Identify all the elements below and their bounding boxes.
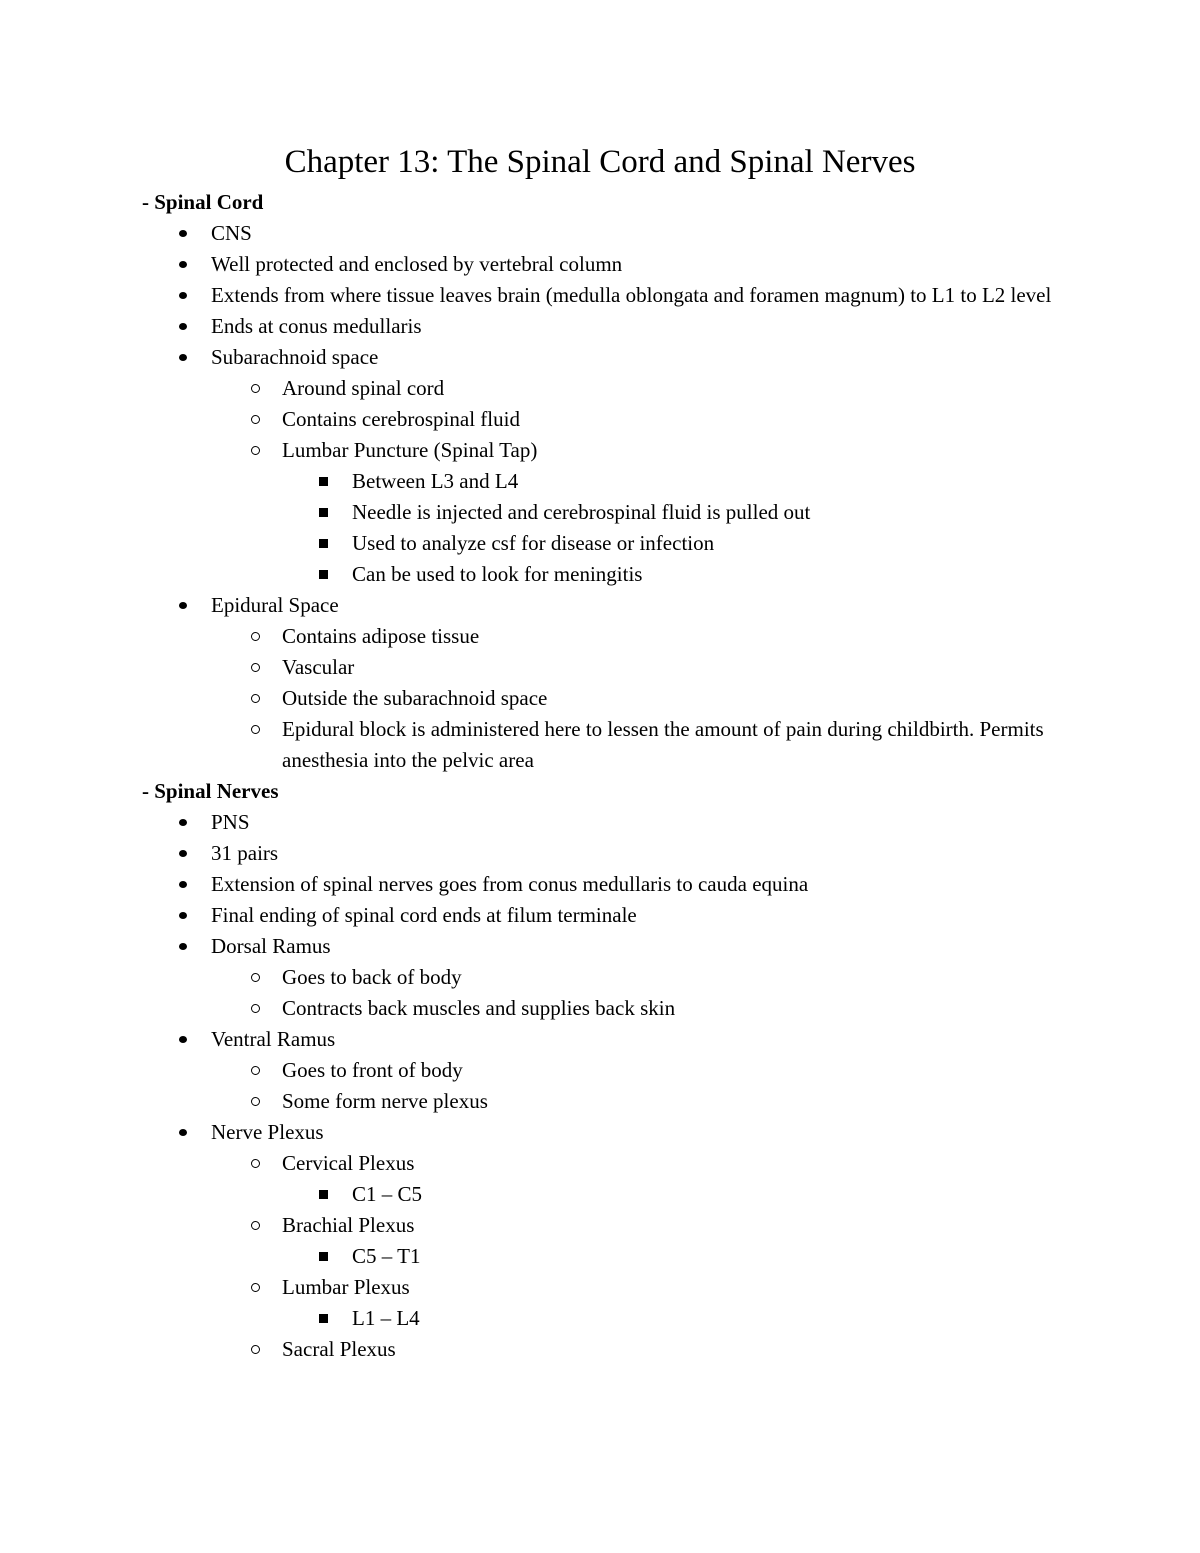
- list-item-text: Final ending of spinal cord ends at filum terminale: [211, 903, 637, 927]
- list-item-text: Around spinal cord: [282, 376, 445, 400]
- list-item-text: Needle is injected and cerebrospinal fluid is pulled out: [352, 500, 811, 524]
- bullet-circle-icon: [249, 714, 261, 745]
- list-item: [0, 528, 1200, 559]
- bullet-disc-icon: [177, 900, 189, 931]
- bullet-square-icon: [317, 1303, 329, 1334]
- list-item-text: Subarachnoid space: [211, 345, 379, 369]
- list-item-text: Nerve Plexus: [211, 1120, 324, 1144]
- list-item-text: C1 – C5: [352, 1182, 423, 1206]
- list-item-text: Cervical Plexus: [282, 1151, 415, 1175]
- list-item: [0, 621, 1200, 652]
- list-item-text: Dorsal Ramus: [211, 934, 331, 958]
- bullet-disc-icon: [177, 590, 189, 621]
- bullet-square-icon: [317, 559, 329, 590]
- list-item-text: Extends from where tissue leaves brain (medulla oblongata and foramen magnum) to L1 to L2 level: [211, 283, 1052, 307]
- bullet-disc-icon: [177, 1117, 189, 1148]
- list-item: [0, 900, 1200, 931]
- bullet-circle-icon: [249, 435, 261, 466]
- list-item-text: Lumbar Puncture (Spinal Tap): [282, 438, 538, 462]
- bullet-disc-icon: [177, 1024, 189, 1055]
- document-body: [0, 187, 1200, 1365]
- list-item-text: Goes to front of body: [282, 1058, 463, 1082]
- list-item: [0, 1024, 1200, 1055]
- list-item: [0, 1148, 1200, 1179]
- bullet-disc-icon: [177, 311, 189, 342]
- bullet-disc-icon: [177, 838, 189, 869]
- bullet-circle-icon: [249, 993, 261, 1024]
- list-item: [0, 652, 1200, 683]
- list-item-text: Ends at conus medullaris: [211, 314, 422, 338]
- bullet-square-icon: [317, 497, 329, 528]
- list-item: [0, 311, 1200, 342]
- list-item: [0, 497, 1200, 528]
- bullet-circle-icon: [249, 683, 261, 714]
- bullet-disc-icon: [177, 280, 189, 311]
- bullet-disc-icon: [177, 869, 189, 900]
- bullet-square-icon: [317, 528, 329, 559]
- bullet-square-icon: [317, 1179, 329, 1210]
- list-item-text: Contains cerebrospinal fluid: [282, 407, 520, 431]
- list-item: [0, 869, 1200, 900]
- list-item: [0, 1179, 1200, 1210]
- list-item-text: L1 – L4: [352, 1306, 420, 1330]
- section-heading: - Spinal Cord: [142, 190, 264, 214]
- list-item-text: Brachial Plexus: [282, 1213, 415, 1237]
- bullet-circle-icon: [249, 1086, 261, 1117]
- list-item-text: Well protected and enclosed by vertebral column: [211, 252, 623, 276]
- bullet-circle-icon: [249, 1148, 261, 1179]
- list-item: [0, 218, 1200, 249]
- bullet-disc-icon: [177, 342, 189, 373]
- list-item: [0, 1272, 1200, 1303]
- list-item: [0, 683, 1200, 714]
- list-item-text: Vascular: [282, 655, 355, 679]
- list-item: [0, 342, 1200, 373]
- bullet-disc-icon: [177, 218, 189, 249]
- list-item: [0, 807, 1200, 838]
- list-item: [0, 1055, 1200, 1086]
- list-item-text: Some form nerve plexus: [282, 1089, 488, 1113]
- list-item-text: CNS: [211, 221, 252, 245]
- list-item-text: Between L3 and L4: [352, 469, 519, 493]
- bullet-circle-icon: [249, 621, 261, 652]
- bullet-square-icon: [317, 1241, 329, 1272]
- list-item: [0, 1241, 1200, 1272]
- list-item: [0, 404, 1200, 435]
- list-item: [0, 280, 1200, 311]
- list-item: [0, 466, 1200, 497]
- list-item: [0, 1086, 1200, 1117]
- list-item: [0, 1117, 1200, 1148]
- list-item: [0, 435, 1200, 466]
- bullet-circle-icon: [249, 962, 261, 993]
- bullet-circle-icon: [249, 1272, 261, 1303]
- list-item-text: PNS: [211, 810, 250, 834]
- list-item: [0, 714, 1200, 776]
- list-item-text: Can be used to look for meningitis: [352, 562, 643, 586]
- list-item-text: Sacral Plexus: [282, 1337, 396, 1361]
- list-item: [0, 838, 1200, 869]
- list-item: [0, 559, 1200, 590]
- list-item: [0, 1334, 1200, 1365]
- list-item-text: Contracts back muscles and supplies back skin: [282, 996, 676, 1020]
- list-item-text: Used to analyze csf for disease or infection: [352, 531, 715, 555]
- bullet-disc-icon: [177, 931, 189, 962]
- section-heading: - Spinal Nerves: [142, 779, 279, 803]
- bullet-disc-icon: [177, 249, 189, 280]
- bullet-square-icon: [317, 466, 329, 497]
- list-item-text: Epidural block is administered here to lessen the amount of pain during childbirth. Permits anesthesia into the pelvic area: [282, 717, 1044, 772]
- list-item-text: Ventral Ramus: [211, 1027, 336, 1051]
- list-item-text: Epidural Space: [211, 593, 339, 617]
- list-item: [0, 373, 1200, 404]
- list-item: [0, 993, 1200, 1024]
- list-item: [0, 1210, 1200, 1241]
- list-item: [0, 1303, 1200, 1334]
- list-item: [0, 931, 1200, 962]
- bullet-circle-icon: [249, 404, 261, 435]
- list-item: [0, 590, 1200, 621]
- bullet-circle-icon: [249, 652, 261, 683]
- bullet-circle-icon: [249, 1334, 261, 1365]
- list-item-text: Outside the subarachnoid space: [282, 686, 548, 710]
- list-item: [0, 962, 1200, 993]
- page-title: Chapter 13: The Spinal Cord and Spinal Nerves: [284, 144, 916, 180]
- list-item-text: Extension of spinal nerves goes from conus medullaris to cauda equina: [211, 872, 809, 896]
- list-item-text: C5 – T1: [352, 1244, 421, 1268]
- list-item-text: Contains adipose tissue: [282, 624, 480, 648]
- bullet-disc-icon: [177, 807, 189, 838]
- list-item: [0, 249, 1200, 280]
- bullet-circle-icon: [249, 1055, 261, 1086]
- list-item-text: Goes to back of body: [282, 965, 462, 989]
- list-item-text: 31 pairs: [211, 841, 279, 865]
- bullet-circle-icon: [249, 373, 261, 404]
- bullet-circle-icon: [249, 1210, 261, 1241]
- list-item-text: Lumbar Plexus: [282, 1275, 410, 1299]
